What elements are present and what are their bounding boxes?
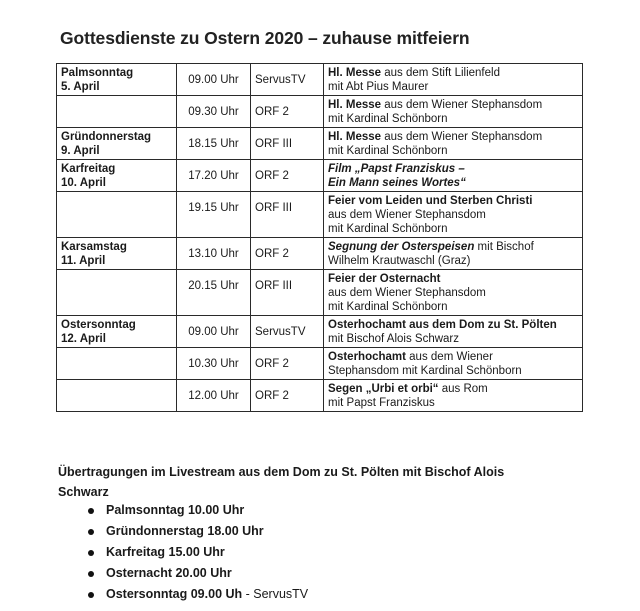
channel-cell: ORF 2 bbox=[251, 96, 324, 128]
event-detail: mit Kardinal Schönborn bbox=[328, 301, 448, 313]
bullet-icon bbox=[88, 592, 94, 598]
description-cell bbox=[324, 270, 583, 316]
channel-cell: ORF III bbox=[251, 270, 324, 316]
event-detail: mit Kardinal Schönborn bbox=[328, 113, 448, 125]
event-detail: aus Rom bbox=[438, 383, 488, 395]
livestream-channel: - ServusTV bbox=[242, 587, 309, 601]
channel-cell: ServusTV bbox=[251, 316, 324, 348]
schedule-row bbox=[57, 348, 583, 380]
event-detail: mit Bischof Alois Schwarz bbox=[328, 333, 460, 345]
description-line bbox=[328, 130, 578, 144]
livestream-list bbox=[88, 500, 308, 605]
description-line bbox=[328, 240, 578, 254]
schedule-row bbox=[57, 64, 583, 96]
livestream-time: Palmsonntag 10.00 Uhr bbox=[106, 503, 245, 517]
livestream-item bbox=[88, 563, 308, 584]
livestream-item bbox=[88, 542, 308, 563]
livestream-time: Gründonnerstag 18.00 Uhr bbox=[106, 524, 264, 538]
time-cell: 19.15 Uhr bbox=[177, 192, 251, 238]
channel-cell: ORF 2 bbox=[251, 348, 324, 380]
description-line bbox=[328, 318, 578, 332]
description-cell bbox=[324, 238, 583, 270]
event-detail: mit Abt Pius Maurer bbox=[328, 81, 429, 93]
channel-cell: ORF III bbox=[251, 128, 324, 160]
schedule-row bbox=[57, 128, 583, 160]
time-cell: 18.15 Uhr bbox=[177, 128, 251, 160]
day-date: 12. April bbox=[61, 333, 106, 345]
day-date: 10. April bbox=[61, 177, 106, 189]
day-cell bbox=[57, 160, 177, 192]
description-cell bbox=[324, 380, 583, 412]
livestream-item bbox=[88, 521, 308, 542]
description-line bbox=[328, 396, 578, 410]
day-date: 11. April bbox=[61, 255, 106, 267]
channel-cell: ORF III bbox=[251, 192, 324, 238]
schedule-row bbox=[57, 270, 583, 316]
description-line bbox=[328, 176, 578, 190]
livestream-item bbox=[88, 500, 308, 521]
schedule-row bbox=[57, 96, 583, 128]
description-line bbox=[328, 286, 578, 300]
schedule-row bbox=[57, 380, 583, 412]
day-cell bbox=[57, 348, 177, 380]
event-title: Ein Mann seines Wortes“ bbox=[328, 177, 466, 189]
description-line bbox=[328, 208, 578, 222]
bullet-icon bbox=[88, 550, 94, 556]
event-detail: aus dem Wiener Stephansdom bbox=[381, 131, 543, 143]
day-name: Ostersonntag bbox=[61, 319, 136, 331]
description-line bbox=[328, 222, 578, 236]
description-cell bbox=[324, 96, 583, 128]
time-cell: 09.30 Uhr bbox=[177, 96, 251, 128]
day-name: Palmsonntag bbox=[61, 67, 134, 79]
schedule-table bbox=[56, 63, 583, 412]
schedule-row bbox=[57, 160, 583, 192]
description-line bbox=[328, 350, 578, 364]
livestream-item bbox=[88, 584, 308, 605]
description-line bbox=[328, 254, 578, 268]
livestream-time: Karfreitag 15.00 Uhr bbox=[106, 545, 225, 559]
description-line bbox=[328, 382, 578, 396]
day-date: 5. April bbox=[61, 81, 100, 93]
description-cell bbox=[324, 316, 583, 348]
livestream-time: Ostersonntag 09.00 Uh bbox=[106, 587, 243, 601]
event-detail: aus dem Wiener Stephansdom bbox=[328, 209, 486, 221]
event-detail: mit Bischof bbox=[474, 241, 534, 253]
day-cell bbox=[57, 192, 177, 238]
time-cell: 20.15 Uhr bbox=[177, 270, 251, 316]
event-title: Feier vom Leiden und Sterben Christi bbox=[328, 195, 533, 207]
schedule-row bbox=[57, 238, 583, 270]
schedule-row bbox=[57, 316, 583, 348]
schedule-row bbox=[57, 192, 583, 238]
description-line bbox=[328, 300, 578, 314]
event-title: Segnung der Osterspeisen bbox=[328, 241, 475, 253]
event-detail: aus dem Wiener Stephansdom bbox=[328, 287, 486, 299]
day-cell bbox=[57, 380, 177, 412]
day-date: 9. April bbox=[61, 145, 100, 157]
day-cell bbox=[57, 270, 177, 316]
time-cell: 12.00 Uhr bbox=[177, 380, 251, 412]
description-cell bbox=[324, 64, 583, 96]
description-cell bbox=[324, 128, 583, 160]
bullet-icon bbox=[88, 571, 94, 577]
description-line bbox=[328, 272, 578, 286]
day-cell bbox=[57, 128, 177, 160]
bullet-icon bbox=[88, 508, 94, 514]
event-title: Osterhochamt bbox=[328, 351, 406, 363]
description-line bbox=[328, 98, 578, 112]
day-cell bbox=[57, 64, 177, 96]
channel-cell: ORF 2 bbox=[251, 380, 324, 412]
event-detail: aus dem Stift Lilienfeld bbox=[381, 67, 500, 79]
event-title: Hl. Messe bbox=[328, 131, 382, 143]
event-title: Hl. Messe bbox=[328, 99, 382, 111]
channel-cell: ORF 2 bbox=[251, 160, 324, 192]
time-cell: 17.20 Uhr bbox=[177, 160, 251, 192]
page-title: Gottesdienste zu Ostern 2020 – zuhause mitfeiern bbox=[60, 28, 470, 48]
livestream-time: Osternacht 20.00 Uhr bbox=[106, 566, 232, 580]
day-cell bbox=[57, 238, 177, 270]
event-detail: mit Kardinal Schönborn bbox=[328, 145, 448, 157]
time-cell: 09.00 Uhr bbox=[177, 64, 251, 96]
day-cell bbox=[57, 316, 177, 348]
description-line bbox=[328, 112, 578, 126]
day-name: Gründonnerstag bbox=[61, 131, 152, 143]
day-name: Karsamstag bbox=[61, 241, 127, 253]
time-cell: 09.00 Uhr bbox=[177, 316, 251, 348]
time-cell: 13.10 Uhr bbox=[177, 238, 251, 270]
event-detail: aus dem Wiener Stephansdom bbox=[381, 99, 543, 111]
event-title: Osterhochamt aus dem Dom zu St. Pölten bbox=[328, 319, 557, 331]
description-line bbox=[328, 162, 578, 176]
time-cell: 10.30 Uhr bbox=[177, 348, 251, 380]
event-title: Segen „Urbi et orbi“ bbox=[328, 383, 439, 395]
day-cell bbox=[57, 96, 177, 128]
event-title: Feier der Osternacht bbox=[328, 273, 441, 285]
event-detail: aus dem Wiener bbox=[405, 351, 493, 363]
description-line bbox=[328, 364, 578, 378]
event-detail: mit Kardinal Schönborn bbox=[328, 223, 448, 235]
day-name: Karfreitag bbox=[61, 163, 116, 175]
channel-cell: ORF 2 bbox=[251, 238, 324, 270]
livestream-heading: Übertragungen im Livestream aus dem Dom zu St. Pölten mit Bischof Alois Schwarz bbox=[58, 465, 505, 499]
description-cell bbox=[324, 348, 583, 380]
description-line bbox=[328, 80, 578, 94]
description-line bbox=[328, 194, 578, 208]
event-title: Film „Papst Franziskus – bbox=[328, 163, 465, 175]
description-line bbox=[328, 332, 578, 346]
bullet-icon bbox=[88, 529, 94, 535]
event-title: Hl. Messe bbox=[328, 67, 382, 79]
event-detail: Wilhelm Krautwaschl (Graz) bbox=[328, 255, 471, 267]
channel-cell: ServusTV bbox=[251, 64, 324, 96]
description-cell bbox=[324, 192, 583, 238]
event-detail: Stephansdom mit Kardinal Schönborn bbox=[328, 365, 522, 377]
description-cell bbox=[324, 160, 583, 192]
description-line bbox=[328, 144, 578, 158]
description-line bbox=[328, 66, 578, 80]
event-detail: mit Papst Franziskus bbox=[328, 397, 435, 409]
